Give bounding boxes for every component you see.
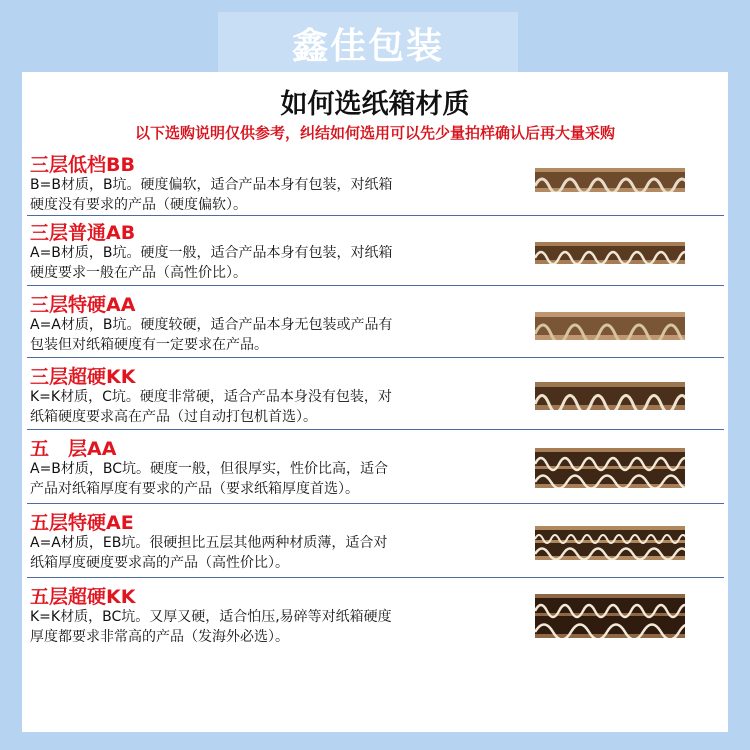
description-line: B=B材质，B坑。硬度偏软，适合产品本身有包装，对纸箱 xyxy=(30,177,393,193)
corrugated-profile-bc-kk xyxy=(535,594,685,638)
corrugated-profile-eb xyxy=(535,526,685,560)
corrugated-sample-image xyxy=(535,242,685,264)
corrugated-sample-image xyxy=(535,448,685,488)
description-line: 纸箱厚度硬度要求高的产品（高性价比）。 xyxy=(30,555,289,571)
material-title: 五 层AA xyxy=(30,438,117,460)
material-row xyxy=(27,362,724,430)
row-divider xyxy=(27,429,724,430)
row-divider xyxy=(27,357,724,358)
description-line: A=B材质，BC坑。硬度一般，但很厚实，性价比高，适合 xyxy=(30,461,389,477)
corrugated-sample-image xyxy=(535,594,685,638)
content-panel xyxy=(22,72,728,732)
description-line: 硬度要求一般在产品（高性价比）。 xyxy=(30,265,247,281)
row-divider xyxy=(27,285,724,286)
material-description xyxy=(30,533,485,573)
description-line: A=A材质，B坑。硬度较硬，适合产品本身无包装或产品有 xyxy=(30,317,393,333)
material-description xyxy=(30,387,485,427)
material-title: 三层特硬AA xyxy=(30,294,136,316)
description-line: K=K材质，C坑。硬度非常硬，适合产品本身没有包装，对 xyxy=(30,389,392,405)
material-row xyxy=(27,290,724,358)
row-divider xyxy=(27,215,724,216)
description-line: K=K材质，BC坑。又厚又硬，适合怕压,易碎等对纸箱硬度 xyxy=(30,609,392,625)
material-description xyxy=(30,175,485,215)
material-description xyxy=(30,607,485,647)
description-line: 产品对纸箱厚度有要求的产品（要求纸箱厚度首选）。 xyxy=(30,481,359,497)
description-line: A=A材质，EB坑。很硬担比五层其他两种材质薄，适合对 xyxy=(30,535,388,551)
material-title: 三层普通AB xyxy=(30,222,136,244)
material-row xyxy=(27,218,724,286)
corrugated-profile-bc xyxy=(535,448,685,488)
material-description xyxy=(30,459,485,499)
brand-banner xyxy=(218,12,518,74)
row-divider xyxy=(27,577,724,578)
material-description xyxy=(30,243,485,283)
corrugated-sample-image xyxy=(535,382,685,410)
material-row xyxy=(27,508,724,578)
brand-name: 鑫佳包装 xyxy=(291,25,444,67)
corrugated-sample-image xyxy=(535,312,685,340)
corrugated-profile-aa xyxy=(535,312,685,340)
corrugated-sample-image xyxy=(535,168,685,192)
material-title: 三层超硬KK xyxy=(30,366,136,388)
corrugated-profile-b xyxy=(535,168,685,192)
corrugated-profile-c xyxy=(535,382,685,410)
material-description xyxy=(30,315,485,355)
description-line: 包装但对纸箱硬度有一定要求在产品。 xyxy=(30,337,268,353)
material-title: 五层特硬AE xyxy=(30,512,134,534)
description-line: A=B材质，B坑。硬度一般，适合产品本身有包装，对纸箱 xyxy=(30,245,393,261)
page-title: 如何选纸箱材质 xyxy=(280,89,470,120)
row-divider xyxy=(27,503,724,504)
material-row xyxy=(27,434,724,504)
corrugated-sample-image xyxy=(535,526,685,560)
notice-text: 以下选购说明仅供参考，纠结如何选用可以先少量拍样确认后再大量采购 xyxy=(134,124,615,142)
description-line: 厚度都要求非常高的产品（发海外必选）。 xyxy=(30,629,289,645)
description-line: 硬度没有要求的产品（硬度偏软）。 xyxy=(30,197,247,213)
material-row xyxy=(27,582,724,656)
corrugated-profile-b xyxy=(535,242,685,264)
material-row xyxy=(27,150,724,216)
material-title: 三层低档BB xyxy=(30,154,135,176)
description-line: 纸箱硬度要求高在产品（过自动打包机首选）。 xyxy=(30,409,317,425)
material-title: 五层超硬KK xyxy=(30,586,136,608)
